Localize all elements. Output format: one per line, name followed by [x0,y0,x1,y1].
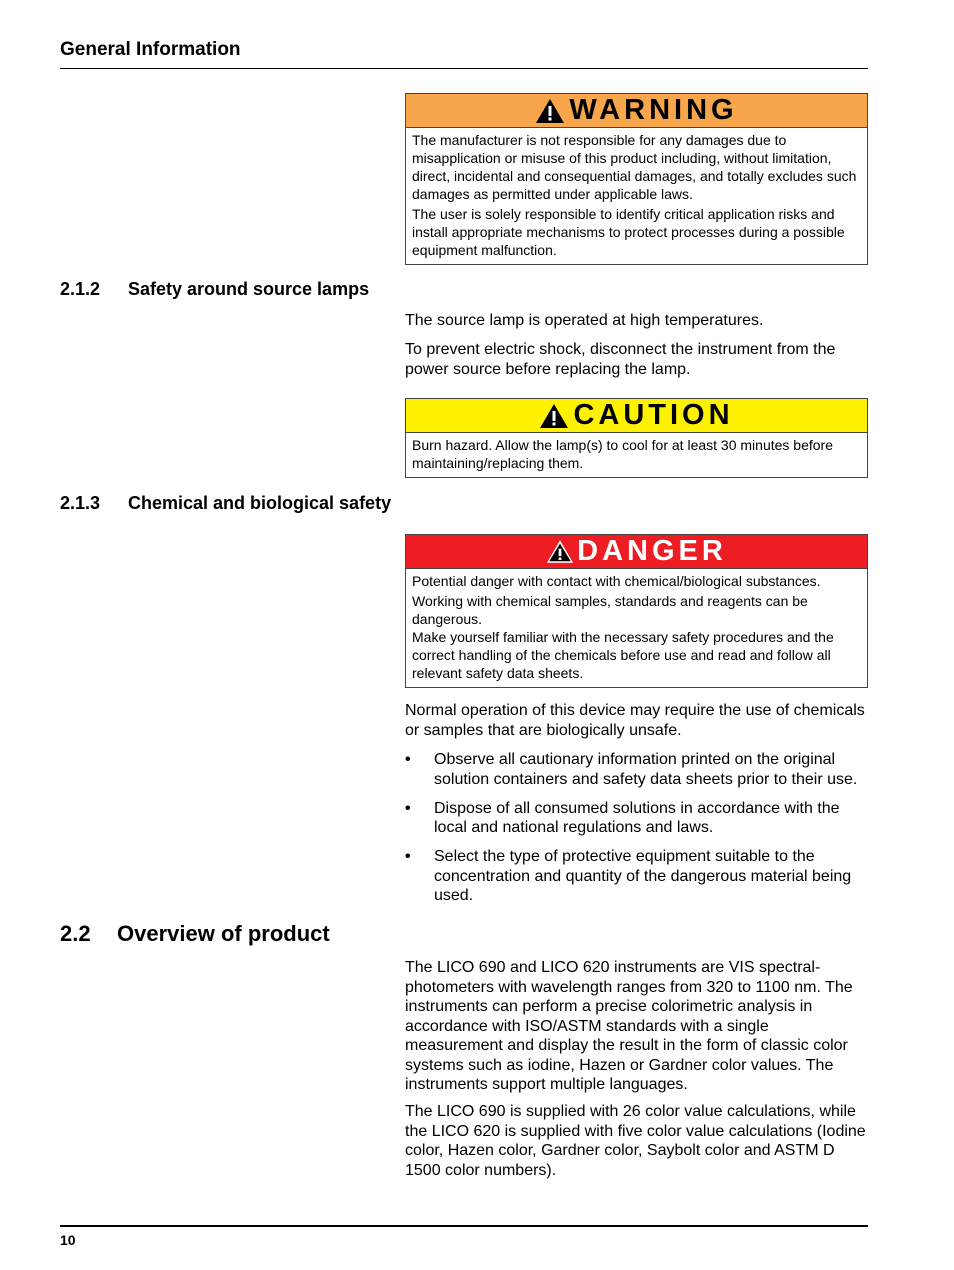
caution-box [405,398,868,478]
danger-text: Potential danger with contact with chemical/biological substances. [412,573,821,589]
list-item [405,799,870,838]
section-heading-2-1-3 [60,493,391,514]
page-footer [60,1225,868,1248]
section-number: 2.1.3 [60,493,101,513]
list-item-text: Observe all cautionary information printed on the original solution containers and safety data sheets prior to their use. [434,751,858,788]
section-heading-2-1-2 [60,279,369,300]
section-title: Safety around source lamps [128,279,370,299]
danger-text: Make yourself familiar with the necessary safety procedures and the correct handling of the chemicals before use and read and follow all relevant safety data sheets. [412,629,834,681]
warning-triangle-icon [535,98,565,124]
warning-triangle-icon [546,539,574,564]
body-paragraph: To prevent electric shock, disconnect the instrument from the power source before replacing the lamp. [405,341,836,378]
danger-label: DANGER [577,535,727,567]
warning-header [406,94,867,128]
section-heading-2-2 [60,921,330,947]
body-paragraph: The source lamp is operated at high temperatures. [405,312,764,329]
warning-text: The user is solely responsible to identify critical application risks and install appropriate mechanisms to protect processes during a possible equipment malfunction. [412,206,845,258]
warning-label: WARNING [569,94,738,126]
danger-header [406,535,867,569]
warning-body [406,128,867,264]
section-number: 2.1.2 [60,279,101,299]
bullet-list [405,750,870,915]
body-paragraph: The LICO 690 and LICO 620 instruments are VIS spectral-photometers with wavelength ranges from 320 to 1100 nm. The instruments can perform a precise colorimetric analysis in accordance with ISO/ASTM standards with a single measurement and display the result in the form of classic color systems such as iodine, Hazen or Gardner color values. The instruments support multiple languages. [405,959,853,1093]
bullet-icon: • [405,751,411,768]
page-number: 10 [60,1232,76,1248]
bullet-icon: • [405,799,411,817]
list-item [405,750,870,789]
body-paragraph: The LICO 690 is supplied with 26 color value calculations, while the LICO 620 is supplied with five color value calculations (Iodine color, Hazen color, Gardner color, Saybolt color and ASTM D 1500 color numbers). [405,1103,866,1179]
section-number: 2.2 [60,921,91,946]
caution-header [406,399,867,433]
section-title: Overview of product [117,921,330,946]
caution-label: CAUTION [573,399,734,431]
warning-box [405,93,868,265]
danger-label-panel [542,536,731,567]
body-paragraph: Normal operation of this device may require the use of chemicals or samples that are biologically unsafe. [405,702,865,739]
danger-body [406,569,867,687]
list-item-text: Select the type of protective equipment suitable to the concentration and quantity of the dangerous material being used. [434,848,852,904]
danger-box [405,534,868,688]
caution-text: Burn hazard. Allow the lamp(s) to cool for at least 30 minutes before maintaining/replacing them. [412,437,833,471]
list-item-text: Dispose of all consumed solutions in accordance with the local and national regulations and laws. [434,799,840,836]
warning-triangle-icon [539,403,569,429]
danger-text: Working with chemical samples, standards and reagents can be dangerous. [412,593,808,627]
section-title: Chemical and biological safety [128,493,392,513]
caution-body [406,433,867,477]
list-item [405,847,870,906]
warning-text: The manufacturer is not responsible for any damages due to misapplication or misuse of this product including, without limitation, direct, incidental and consequential damages, and totally excludes such damages as permitted under applicable laws. [412,132,857,202]
running-header: General Information [60,38,868,69]
bullet-icon: • [405,848,411,865]
